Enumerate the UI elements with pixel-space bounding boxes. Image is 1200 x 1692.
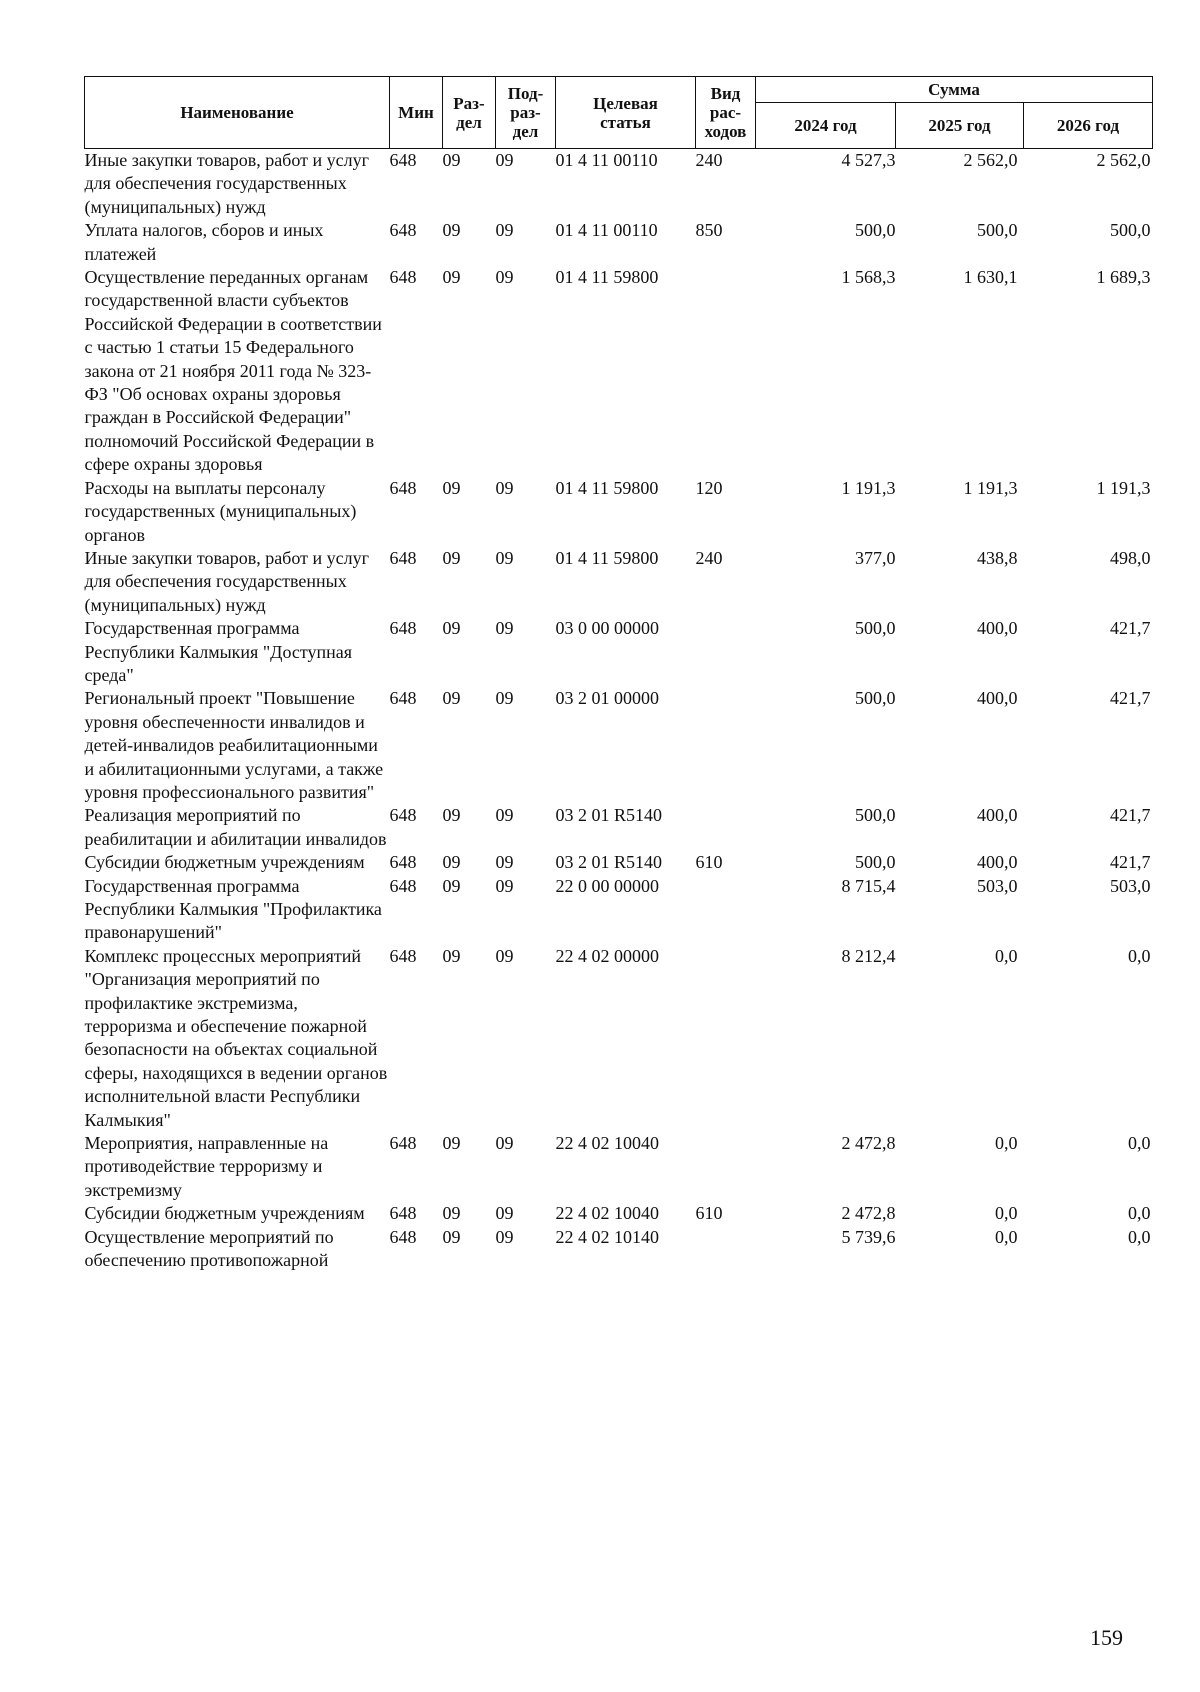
row-name: Расходы на выплаты персоналу государственных (муниципальных) органов [84,477,357,545]
row-sum-2024: 500,0 [855,688,896,709]
table-row [85,851,1153,874]
row-sum-2026: 503,0 [1110,875,1151,896]
row-celevaya: 22 4 02 10140 [555,1226,659,1247]
row-celevaya: 01 4 11 59800 [555,267,659,288]
row-min: 648 [389,220,417,241]
row-sum-2025: 503,0 [977,875,1018,896]
row-podrazdel: 09 [495,220,514,241]
row-celevaya: 22 4 02 10040 [555,1133,659,1154]
table-row [85,875,1153,945]
row-celevaya: 01 4 11 00110 [555,220,658,241]
row-vid: 240 [695,150,723,170]
table-header [85,77,1153,149]
row-sum-2024: 5 739,6 [841,1226,896,1247]
row-celevaya: 01 4 11 59800 [555,547,659,568]
table-row [85,266,1153,477]
row-sum-2026: 0,0 [1128,1203,1151,1224]
row-sum-2026: 1 689,3 [1096,267,1151,288]
row-sum-2025: 0,0 [995,1203,1018,1224]
row-vid [696,1132,756,1202]
row-razdel: 09 [442,945,461,966]
row-sum-2026: 0,0 [1128,1226,1151,1247]
table-row [85,617,1153,687]
row-razdel: 09 [442,875,461,896]
row-min: 648 [389,547,417,568]
row-sum-2024: 4 527,3 [841,150,896,170]
page-number: 159 [1090,1625,1123,1650]
row-celevaya: 03 0 00 00000 [555,618,659,639]
row-podrazdel: 09 [495,267,514,288]
row-celevaya: 03 2 01 00000 [555,688,659,709]
table-row [85,219,1153,266]
row-razdel: 09 [442,477,461,498]
row-celevaya: 22 4 02 10040 [555,1203,659,1224]
row-razdel: 09 [442,547,461,568]
row-sum-2025: 0,0 [995,1133,1018,1154]
row-razdel: 09 [442,220,461,241]
row-min: 648 [389,875,417,896]
table-row [85,945,1153,1132]
table-row [85,687,1153,804]
row-sum-2025: 0,0 [995,1226,1018,1247]
row-podrazdel: 09 [495,150,514,170]
row-sum-2026: 421,7 [1110,618,1151,639]
row-podrazdel: 09 [495,477,514,498]
row-min: 648 [389,1133,417,1154]
row-vid [696,617,756,687]
row-podrazdel: 09 [495,945,514,966]
table-row [85,477,1153,547]
row-podrazdel: 09 [495,1203,514,1224]
header-summa: Сумма [756,77,1153,103]
row-sum-2025: 0,0 [995,945,1018,966]
row-vid [696,804,756,851]
row-razdel: 09 [442,688,461,709]
row-razdel: 09 [442,150,461,170]
table-body [85,149,1153,1273]
table-row [85,804,1153,851]
row-sum-2026: 421,7 [1110,805,1151,826]
header-year-2024: 2024 год [756,103,896,149]
row-sum-2025: 400,0 [977,688,1018,709]
row-min: 648 [389,1226,417,1247]
row-sum-2026: 1 191,3 [1096,477,1151,498]
row-podrazdel: 09 [495,1133,514,1154]
row-sum-2024: 1 191,3 [841,477,896,498]
row-sum-2024: 8 715,4 [841,875,896,896]
row-vid [696,266,756,477]
row-sum-2025: 400,0 [977,618,1018,639]
header-razdel: Раз- дел [443,77,496,149]
row-sum-2025: 400,0 [977,852,1018,873]
row-podrazdel: 09 [495,688,514,709]
row-name: Субсидии бюджетным учреждениям [84,852,365,873]
header-year-2025: 2025 год [896,103,1024,149]
row-min: 648 [389,477,417,498]
row-celevaya: 03 2 01 R5140 [555,852,663,873]
header-year-2026: 2026 год [1024,103,1153,149]
row-vid: 610 [695,1203,723,1224]
row-vid: 610 [695,852,723,873]
header-name: Наименование [85,77,390,149]
row-podrazdel: 09 [495,805,514,826]
row-sum-2024: 500,0 [855,618,896,639]
row-razdel: 09 [442,1133,461,1154]
row-sum-2024: 500,0 [855,852,896,873]
table-row [85,1226,1153,1273]
row-sum-2024: 500,0 [855,220,896,241]
row-sum-2024: 2 472,8 [841,1133,896,1154]
row-min: 648 [389,1203,417,1224]
row-sum-2024: 1 568,3 [841,267,896,288]
row-vid: 120 [695,477,723,498]
row-vid: 850 [695,220,723,241]
budget-table [84,76,1153,1273]
row-razdel: 09 [442,267,461,288]
row-celevaya: 03 2 01 R5140 [555,805,663,826]
row-sum-2024: 377,0 [855,547,896,568]
row-sum-2025: 438,8 [977,547,1018,568]
row-podrazdel: 09 [495,547,514,568]
header-podrazdel: Под- раз- дел [496,77,556,149]
row-sum-2026: 421,7 [1110,852,1151,873]
row-sum-2026: 0,0 [1128,945,1151,966]
row-min: 648 [389,852,417,873]
row-name: Государственная программа Республики Калмыкия "Профилактика правонарушений" [84,875,382,943]
table-row [85,1132,1153,1202]
row-vid [696,1226,756,1273]
row-celevaya: 22 0 00 00000 [555,875,659,896]
row-name: Реализация мероприятий по реабилитации и абилитации инвалидов [84,805,387,849]
header-min: Мин [390,77,443,149]
row-celevaya: 01 4 11 00110 [555,150,658,170]
row-vid: 240 [695,547,723,568]
row-podrazdel: 09 [495,875,514,896]
table-row [85,547,1153,617]
row-razdel: 09 [442,852,461,873]
row-razdel: 09 [442,618,461,639]
row-min: 648 [389,805,417,826]
row-min: 648 [389,945,417,966]
row-podrazdel: 09 [495,852,514,873]
table-row [85,1202,1153,1225]
row-celevaya: 22 4 02 00000 [555,945,659,966]
row-name: Комплекс процессных мероприятий "Организация мероприятий по профилактике экстремизма, терроризма и обеспечение пожарной безопасности на объектах социальной сферы, находящихся в ведении органов исполнительной власти Республики Калмыкия" [84,945,388,1130]
row-vid [696,687,756,804]
row-min: 648 [389,618,417,639]
row-vid [696,945,756,1132]
row-min: 648 [389,267,417,288]
header-celevaya: Целевая статья [556,77,696,149]
row-razdel: 09 [442,1203,461,1224]
row-razdel: 09 [442,805,461,826]
row-name: Иные закупки товаров, работ и услуг для обеспечения государственных (муниципальных) нужд [84,150,369,217]
row-name: Осуществление мероприятий по обеспечению противопожарной [84,1226,334,1271]
row-sum-2025: 400,0 [977,805,1018,826]
row-sum-2026: 498,0 [1110,547,1151,568]
row-name: Уплата налогов, сборов и иных платежей [84,220,324,264]
row-sum-2026: 421,7 [1110,688,1151,709]
row-sum-2025: 1 191,3 [963,477,1018,498]
row-sum-2024: 500,0 [855,805,896,826]
row-name: Иные закупки товаров, работ и услуг для обеспечения государственных (муниципальных) нужд [84,547,369,615]
row-razdel: 09 [442,1226,461,1247]
header-vid: Вид рас- ходов [696,77,756,149]
row-vid [696,875,756,945]
row-podrazdel: 09 [495,618,514,639]
row-sum-2026: 500,0 [1110,220,1151,241]
row-name: Осуществление переданных органам государственной власти субъектов Российской Федерации в соответствии с частью 1 статьи 15 Федерального закона от 21 ноября 2011 года № 323-ФЗ "Об основах охраны здоровья граждан в Российской Федерации" полномочий Российской Федерации в сфере охраны здоровья [84,267,382,475]
row-name: Мероприятия, направленные на противодействие терроризму и экстремизму [84,1133,329,1200]
row-name: Государственная программа Республики Калмыкия "Доступная среда" [84,618,353,685]
row-sum-2024: 8 212,4 [841,945,896,966]
row-sum-2025: 500,0 [977,220,1018,241]
row-sum-2026: 2 562,0 [1096,150,1151,170]
row-min: 648 [389,150,417,170]
row-sum-2026: 0,0 [1128,1133,1151,1154]
row-sum-2025: 2 562,0 [963,150,1018,170]
row-sum-2025: 1 630,1 [963,267,1018,288]
row-sum-2024: 2 472,8 [841,1203,896,1224]
row-podrazdel: 09 [495,1226,514,1247]
row-name: Субсидии бюджетным учреждениям [84,1203,365,1224]
row-min: 648 [389,688,417,709]
table-row [85,149,1153,220]
row-celevaya: 01 4 11 59800 [555,477,659,498]
row-name: Региональный проект "Повышение уровня обеспеченности инвалидов и детей-инвалидов реабилитационными и абилитационными услугами, а также уровня профессионального развития" [84,688,384,802]
